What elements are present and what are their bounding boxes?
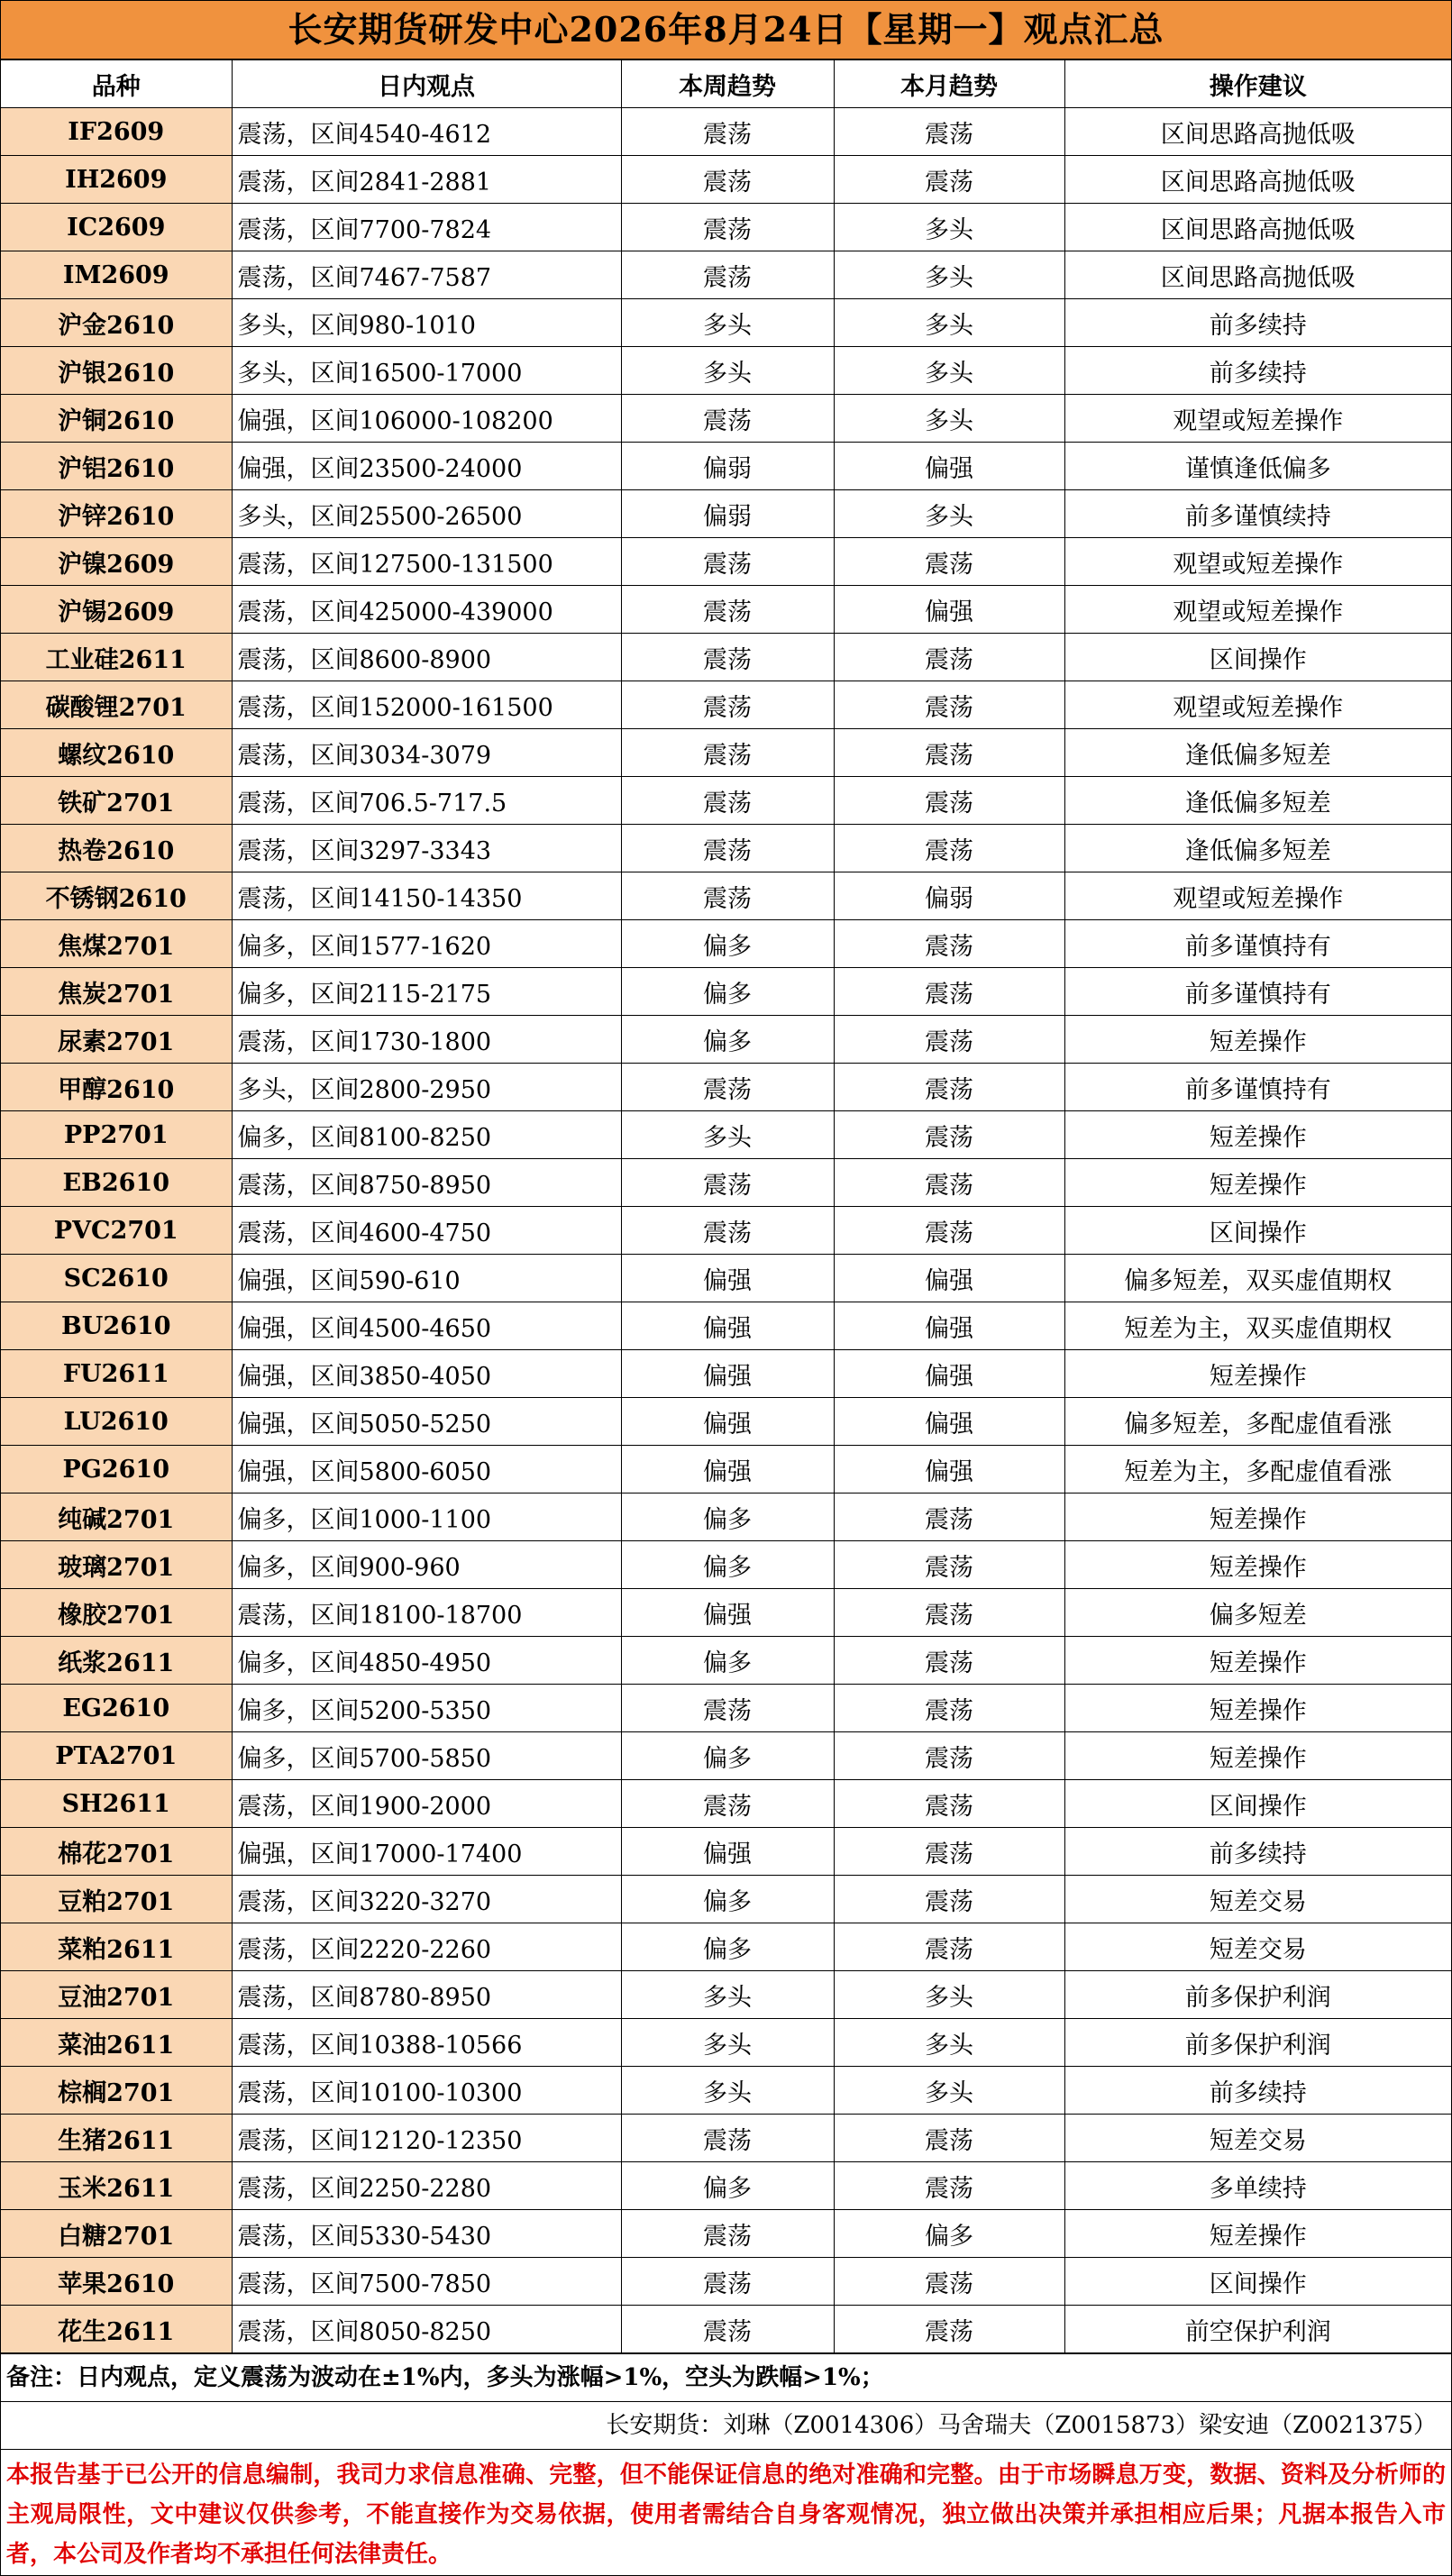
monthly-trend-cell: 震荡 [834,1159,1064,1207]
table-row [1,2306,1451,2353]
weekly-trend-cell: 震荡 [621,2258,834,2306]
footnote: 备注：日内观点，定义震荡为波动在±1%内，多头为涨幅>1%，空头为跌幅>1%； [1,2353,1451,2401]
table-row [1,299,1451,347]
table-row [1,1255,1451,1302]
monthly-trend-cell: 震荡 [834,920,1064,968]
weekly-trend-cell: 偏强 [621,1255,834,1302]
variety-cell: 工业硅2611 [1,634,232,681]
suggestion-cell: 区间操作 [1064,1207,1451,1255]
monthly-trend-cell: 震荡 [834,1064,1064,1111]
suggestion-cell: 区间操作 [1064,2258,1451,2306]
suggestion-cell: 短差操作 [1064,1637,1451,1685]
weekly-trend-cell: 震荡 [621,634,834,681]
intraday-view-cell: 震荡，区间7700-7824 [232,204,621,251]
table-row [1,1780,1451,1828]
monthly-trend-cell: 震荡 [834,2162,1064,2210]
table-row [1,1685,1451,1732]
table-row [1,634,1451,681]
monthly-trend-cell: 震荡 [834,2306,1064,2353]
intraday-view-cell: 震荡，区间152000-161500 [232,681,621,729]
monthly-trend-cell: 偏多 [834,2210,1064,2258]
monthly-trend-cell: 震荡 [834,2115,1064,2162]
suggestion-cell: 短差操作 [1064,1541,1451,1589]
weekly-trend-cell: 震荡 [621,729,834,777]
suggestion-cell: 区间思路高抛低吸 [1064,251,1451,299]
weekly-trend-cell: 偏弱 [621,443,834,490]
variety-cell: 豆油2701 [1,1971,232,2019]
suggestion-cell: 区间思路高抛低吸 [1064,108,1451,156]
table-row [1,777,1451,825]
table-row [1,1494,1451,1541]
monthly-trend-cell: 震荡 [834,1732,1064,1780]
monthly-trend-cell: 震荡 [834,1923,1064,1971]
suggestion-cell: 短差交易 [1064,1923,1451,1971]
suggestion-cell: 区间操作 [1064,1780,1451,1828]
weekly-trend-cell: 偏强 [621,1350,834,1398]
suggestion-cell: 短差操作 [1064,2210,1451,2258]
intraday-view-cell: 震荡，区间3220-3270 [232,1876,621,1923]
table-row [1,2019,1451,2067]
table-row [1,1064,1451,1111]
weekly-trend-cell: 偏强 [621,1828,834,1876]
monthly-trend-cell: 多头 [834,204,1064,251]
table-row [1,2162,1451,2210]
table-row [1,681,1451,729]
suggestion-cell: 前多谨慎持有 [1064,1064,1451,1111]
intraday-view-cell: 多头，区间2800-2950 [232,1064,621,1111]
suggestion-cell: 区间思路高抛低吸 [1064,204,1451,251]
monthly-trend-cell: 震荡 [834,1589,1064,1637]
intraday-view-cell: 偏多，区间900-960 [232,1541,621,1589]
monthly-trend-cell: 震荡 [834,825,1064,872]
weekly-trend-cell: 多头 [621,2019,834,2067]
monthly-trend-cell: 多头 [834,299,1064,347]
monthly-trend-cell: 偏强 [834,586,1064,634]
variety-cell: 花生2611 [1,2306,232,2353]
table-row [1,1398,1451,1446]
variety-cell: 生猪2611 [1,2115,232,2162]
variety-cell: 白糖2701 [1,2210,232,2258]
weekly-trend-cell: 震荡 [621,1685,834,1732]
weekly-trend-cell: 震荡 [621,108,834,156]
intraday-view-cell: 震荡，区间10100-10300 [232,2067,621,2115]
intraday-view-cell: 多头，区间25500-26500 [232,490,621,538]
variety-cell: SH2611 [1,1780,232,1828]
intraday-view-cell: 震荡，区间18100-18700 [232,1589,621,1637]
intraday-view-cell: 震荡，区间425000-439000 [232,586,621,634]
table-row [1,2258,1451,2306]
variety-cell: 菜油2611 [1,2019,232,2067]
weekly-trend-cell: 偏强 [621,1589,834,1637]
monthly-trend-cell: 偏弱 [834,872,1064,920]
variety-cell: 苹果2610 [1,2258,232,2306]
header-row [1,60,1451,108]
monthly-trend-cell: 震荡 [834,1637,1064,1685]
monthly-trend-cell: 震荡 [834,1016,1064,1064]
table-row [1,1159,1451,1207]
suggestion-cell: 偏多短差 [1064,1589,1451,1637]
monthly-trend-cell: 震荡 [834,729,1064,777]
monthly-trend-cell: 偏强 [834,1398,1064,1446]
suggestion-cell: 区间操作 [1064,634,1451,681]
intraday-view-cell: 震荡，区间706.5-717.5 [232,777,621,825]
monthly-trend-cell: 震荡 [834,1876,1064,1923]
table-body [1,108,1451,2353]
intraday-view-cell: 震荡，区间8050-8250 [232,2306,621,2353]
suggestion-cell: 观望或短差操作 [1064,538,1451,586]
suggestion-cell: 多单续持 [1064,2162,1451,2210]
variety-cell: PP2701 [1,1111,232,1159]
views-table [1,59,1451,2353]
monthly-trend-cell: 震荡 [834,156,1064,204]
variety-cell: 纸浆2611 [1,1637,232,1685]
table-row [1,1637,1451,1685]
table-row [1,1016,1451,1064]
weekly-trend-cell: 震荡 [621,156,834,204]
intraday-view-cell: 多头，区间16500-17000 [232,347,621,395]
monthly-trend-cell: 震荡 [834,968,1064,1016]
suggestion-cell: 前多续持 [1064,347,1451,395]
weekly-trend-cell: 偏强 [621,1302,834,1350]
variety-cell: PTA2701 [1,1732,232,1780]
weekly-trend-cell: 震荡 [621,872,834,920]
intraday-view-cell: 震荡，区间8780-8950 [232,1971,621,2019]
variety-cell: BU2610 [1,1302,232,1350]
table-row [1,490,1451,538]
table-row [1,1971,1451,2019]
suggestion-cell: 区间思路高抛低吸 [1064,156,1451,204]
table-row [1,1302,1451,1350]
monthly-trend-cell: 震荡 [834,1207,1064,1255]
suggestion-cell: 偏多短差，多配虚值看涨 [1064,1398,1451,1446]
table-row [1,1589,1451,1637]
variety-cell: 尿素2701 [1,1016,232,1064]
weekly-trend-cell: 震荡 [621,1780,834,1828]
monthly-trend-cell: 震荡 [834,777,1064,825]
table-row [1,825,1451,872]
monthly-trend-cell: 多头 [834,2019,1064,2067]
weekly-trend-cell: 多头 [621,347,834,395]
page-title: 长安期货研发中心2026年8月24日【星期一】观点汇总 [1,1,1451,59]
table-row [1,968,1451,1016]
variety-cell: 纯碱2701 [1,1494,232,1541]
weekly-trend-cell: 偏多 [621,1732,834,1780]
intraday-view-cell: 震荡，区间3034-3079 [232,729,621,777]
table-row [1,1111,1451,1159]
monthly-trend-cell: 震荡 [834,1828,1064,1876]
table-row [1,108,1451,156]
variety-cell: PG2610 [1,1446,232,1494]
table-row [1,251,1451,299]
variety-cell: IH2609 [1,156,232,204]
table-row [1,538,1451,586]
monthly-trend-cell: 震荡 [834,1494,1064,1541]
variety-cell: 沪金2610 [1,299,232,347]
weekly-trend-cell: 偏弱 [621,490,834,538]
suggestion-cell: 观望或短差操作 [1064,395,1451,443]
weekly-trend-cell: 震荡 [621,2306,834,2353]
weekly-trend-cell: 震荡 [621,538,834,586]
variety-cell: 沪锌2610 [1,490,232,538]
column-header-variety: 品种 [1,60,232,108]
monthly-trend-cell: 震荡 [834,538,1064,586]
intraday-view-cell: 偏强，区间106000-108200 [232,395,621,443]
table-row [1,1207,1451,1255]
monthly-trend-cell: 震荡 [834,108,1064,156]
suggestion-cell: 偏多短差，双买虚值期权 [1064,1255,1451,1302]
suggestion-cell: 短差操作 [1064,1350,1451,1398]
suggestion-cell: 短差交易 [1064,1876,1451,1923]
monthly-trend-cell: 多头 [834,347,1064,395]
suggestion-cell: 前空保护利润 [1064,2306,1451,2353]
table-row [1,2210,1451,2258]
intraday-view-cell: 偏多，区间5200-5350 [232,1685,621,1732]
weekly-trend-cell: 偏多 [621,1876,834,1923]
monthly-trend-cell: 偏强 [834,1302,1064,1350]
weekly-trend-cell: 震荡 [621,586,834,634]
table-row [1,920,1451,968]
table-row [1,872,1451,920]
column-header-weekly-trend: 本周趋势 [621,60,834,108]
table-row [1,729,1451,777]
suggestion-cell: 短差操作 [1064,1016,1451,1064]
weekly-trend-cell: 震荡 [621,251,834,299]
monthly-trend-cell: 震荡 [834,1685,1064,1732]
weekly-trend-cell: 偏多 [621,2162,834,2210]
intraday-view-cell: 偏强，区间590-610 [232,1255,621,1302]
variety-cell: 沪锡2609 [1,586,232,634]
variety-cell: 棉花2701 [1,1828,232,1876]
table-row [1,1923,1451,1971]
weekly-trend-cell: 震荡 [621,1207,834,1255]
monthly-trend-cell: 多头 [834,251,1064,299]
suggestion-cell: 前多续持 [1064,2067,1451,2115]
monthly-trend-cell: 震荡 [834,1541,1064,1589]
intraday-view-cell: 偏多，区间2115-2175 [232,968,621,1016]
intraday-view-cell: 震荡，区间4540-4612 [232,108,621,156]
suggestion-cell: 前多保护利润 [1064,2019,1451,2067]
intraday-view-cell: 震荡，区间1730-1800 [232,1016,621,1064]
variety-cell: 焦炭2701 [1,968,232,1016]
table-row [1,2067,1451,2115]
suggestion-cell: 短差为主，多配虚值看涨 [1064,1446,1451,1494]
variety-cell: IM2609 [1,251,232,299]
author-line: 长安期货：刘琳（Z0014306）马舍瑞夫（Z0015873）梁安迪（Z0021375） [1,2401,1451,2449]
column-header-suggestion: 操作建议 [1064,60,1451,108]
intraday-view-cell: 偏多，区间4850-4950 [232,1637,621,1685]
variety-cell: 豆粕2701 [1,1876,232,1923]
intraday-view-cell: 震荡，区间127500-131500 [232,538,621,586]
intraday-view-cell: 偏强，区间3850-4050 [232,1350,621,1398]
suggestion-cell: 前多保护利润 [1064,1971,1451,2019]
suggestion-cell: 观望或短差操作 [1064,681,1451,729]
weekly-trend-cell: 偏多 [621,1494,834,1541]
intraday-view-cell: 震荡，区间2250-2280 [232,2162,621,2210]
weekly-trend-cell: 震荡 [621,1064,834,1111]
monthly-trend-cell: 偏强 [834,443,1064,490]
intraday-view-cell: 震荡，区间8600-8900 [232,634,621,681]
intraday-view-cell: 震荡，区间2841-2881 [232,156,621,204]
table-row [1,347,1451,395]
weekly-trend-cell: 震荡 [621,681,834,729]
table-row [1,586,1451,634]
monthly-trend-cell: 多头 [834,490,1064,538]
suggestion-cell: 观望或短差操作 [1064,586,1451,634]
intraday-view-cell: 震荡，区间14150-14350 [232,872,621,920]
intraday-view-cell: 偏多，区间1577-1620 [232,920,621,968]
intraday-view-cell: 震荡，区间7467-7587 [232,251,621,299]
variety-cell: 碳酸锂2701 [1,681,232,729]
variety-cell: FU2611 [1,1350,232,1398]
suggestion-cell: 前多谨慎持有 [1064,968,1451,1016]
monthly-trend-cell: 多头 [834,395,1064,443]
weekly-trend-cell: 偏多 [621,1541,834,1589]
variety-cell: 棕榈2701 [1,2067,232,2115]
variety-cell: SC2610 [1,1255,232,1302]
suggestion-cell: 短差操作 [1064,1494,1451,1541]
variety-cell: EB2610 [1,1159,232,1207]
disclaimer: 本报告基于已公开的信息编制，我司力求信息准确、完整，但不能保证信息的绝对准确和完整。由于市场瞬息万变，数据、资料及分析师的主观局限性，文中建议仅供参考，不能直接作为交易依据，使用者需结合自身客观情况，独立做出决策并承担相应后果；凡据本报告入市者，本公司及作者均不承担任何法律责任。 [1,2449,1451,2575]
variety-cell: 玉米2611 [1,2162,232,2210]
variety-cell: LU2610 [1,1398,232,1446]
monthly-trend-cell: 偏强 [834,1350,1064,1398]
weekly-trend-cell: 偏强 [621,1398,834,1446]
variety-cell: 焦煤2701 [1,920,232,968]
variety-cell: IF2609 [1,108,232,156]
weekly-trend-cell: 偏多 [621,1637,834,1685]
intraday-view-cell: 震荡，区间2220-2260 [232,1923,621,1971]
suggestion-cell: 短差操作 [1064,1159,1451,1207]
intraday-view-cell: 偏强，区间4500-4650 [232,1302,621,1350]
suggestion-cell: 短差操作 [1064,1111,1451,1159]
weekly-trend-cell: 偏多 [621,1923,834,1971]
intraday-view-cell: 震荡，区间7500-7850 [232,2258,621,2306]
intraday-view-cell: 震荡，区间10388-10566 [232,2019,621,2067]
suggestion-cell: 短差交易 [1064,2115,1451,2162]
table-row [1,1732,1451,1780]
intraday-view-cell: 多头，区间980-1010 [232,299,621,347]
suggestion-cell: 观望或短差操作 [1064,872,1451,920]
monthly-trend-cell: 震荡 [834,1111,1064,1159]
suggestion-cell: 逢低偏多短差 [1064,729,1451,777]
monthly-trend-cell: 偏强 [834,1446,1064,1494]
intraday-view-cell: 震荡，区间12120-12350 [232,2115,621,2162]
monthly-trend-cell: 多头 [834,1971,1064,2019]
suggestion-cell: 前多谨慎持有 [1064,920,1451,968]
table-row [1,1828,1451,1876]
intraday-view-cell: 震荡，区间3297-3343 [232,825,621,872]
intraday-view-cell: 震荡，区间8750-8950 [232,1159,621,1207]
monthly-trend-cell: 震荡 [834,681,1064,729]
table-row [1,1876,1451,1923]
variety-cell: PVC2701 [1,1207,232,1255]
table-row [1,1541,1451,1589]
weekly-trend-cell: 多头 [621,1111,834,1159]
weekly-trend-cell: 震荡 [621,777,834,825]
table-row [1,1350,1451,1398]
suggestion-cell: 逢低偏多短差 [1064,777,1451,825]
suggestion-cell: 逢低偏多短差 [1064,825,1451,872]
variety-cell: IC2609 [1,204,232,251]
suggestion-cell: 短差操作 [1064,1732,1451,1780]
variety-cell: 橡胶2701 [1,1589,232,1637]
intraday-view-cell: 偏强，区间23500-24000 [232,443,621,490]
column-header-intraday-view: 日内观点 [232,60,621,108]
variety-cell: 沪镍2609 [1,538,232,586]
variety-cell: 热卷2610 [1,825,232,872]
suggestion-cell: 前多谨慎续持 [1064,490,1451,538]
intraday-view-cell: 偏多，区间5700-5850 [232,1732,621,1780]
variety-cell: 螺纹2610 [1,729,232,777]
column-header-monthly-trend: 本月趋势 [834,60,1064,108]
intraday-view-cell: 偏多，区间1000-1100 [232,1494,621,1541]
variety-cell: 铁矿2701 [1,777,232,825]
table-row [1,395,1451,443]
table-row [1,443,1451,490]
weekly-trend-cell: 偏多 [621,968,834,1016]
suggestion-cell: 前多续持 [1064,299,1451,347]
intraday-view-cell: 偏多，区间8100-8250 [232,1111,621,1159]
suggestion-cell: 前多续持 [1064,1828,1451,1876]
variety-cell: 玻璃2701 [1,1541,232,1589]
variety-cell: 沪银2610 [1,347,232,395]
variety-cell: 甲醇2610 [1,1064,232,1111]
monthly-trend-cell: 震荡 [834,634,1064,681]
suggestion-cell: 短差为主，双买虚值期权 [1064,1302,1451,1350]
intraday-view-cell: 偏强，区间17000-17400 [232,1828,621,1876]
intraday-view-cell: 震荡，区间4600-4750 [232,1207,621,1255]
intraday-view-cell: 震荡，区间1900-2000 [232,1780,621,1828]
intraday-view-cell: 震荡，区间5330-5430 [232,2210,621,2258]
weekly-trend-cell: 多头 [621,299,834,347]
variety-cell: 不锈钢2610 [1,872,232,920]
monthly-trend-cell: 偏强 [834,1255,1064,1302]
intraday-view-cell: 偏强，区间5050-5250 [232,1398,621,1446]
weekly-trend-cell: 偏多 [621,1016,834,1064]
suggestion-cell: 谨慎逢低偏多 [1064,443,1451,490]
weekly-trend-cell: 偏多 [621,920,834,968]
variety-cell: 沪铝2610 [1,443,232,490]
weekly-trend-cell: 震荡 [621,204,834,251]
weekly-trend-cell: 偏强 [621,1446,834,1494]
weekly-trend-cell: 震荡 [621,825,834,872]
table-row [1,204,1451,251]
weekly-trend-cell: 震荡 [621,2115,834,2162]
intraday-view-cell: 偏强，区间5800-6050 [232,1446,621,1494]
table-row [1,1446,1451,1494]
table-row [1,156,1451,204]
monthly-trend-cell: 震荡 [834,2258,1064,2306]
table-row [1,2115,1451,2162]
weekly-trend-cell: 多头 [621,2067,834,2115]
variety-cell: 沪铜2610 [1,395,232,443]
weekly-trend-cell: 多头 [621,1971,834,2019]
weekly-trend-cell: 震荡 [621,2210,834,2258]
monthly-trend-cell: 多头 [834,2067,1064,2115]
monthly-trend-cell: 震荡 [834,1780,1064,1828]
weekly-trend-cell: 震荡 [621,395,834,443]
variety-cell: 菜粕2611 [1,1923,232,1971]
weekly-trend-cell: 震荡 [621,1159,834,1207]
suggestion-cell: 短差操作 [1064,1685,1451,1732]
variety-cell: EG2610 [1,1685,232,1732]
